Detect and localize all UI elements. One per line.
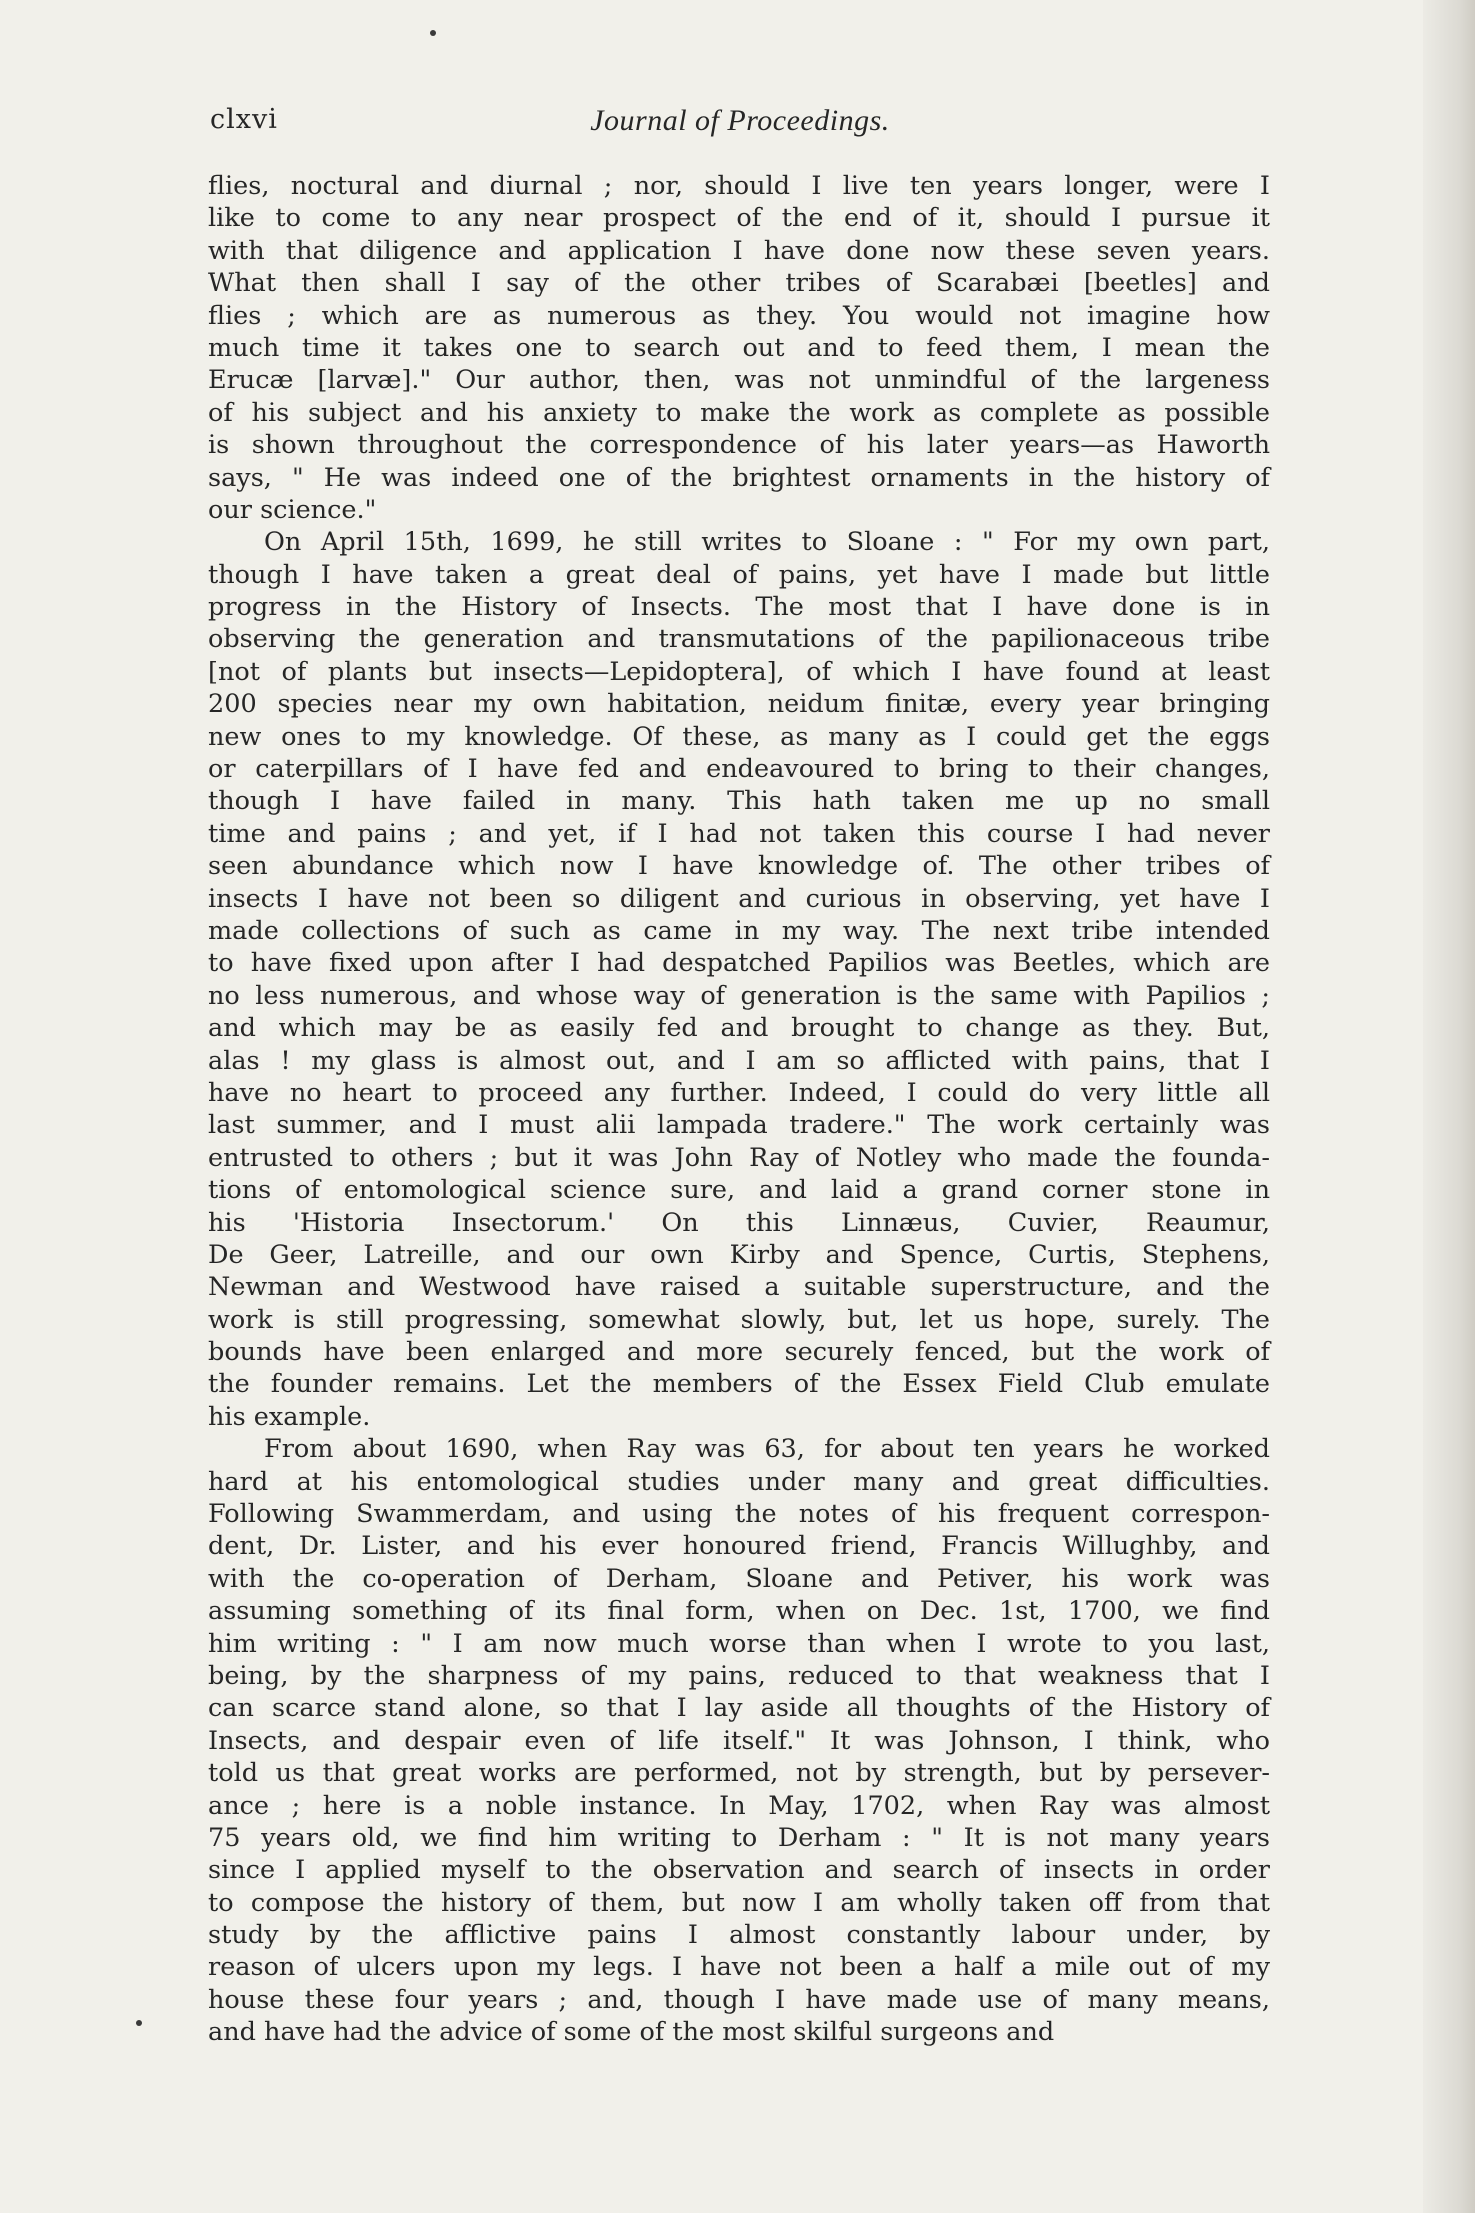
- text-line: bounds have been enlarged and more securely fenced, but the work of: [208, 1337, 1270, 1368]
- text-line: to compose the history of them, but now I am wholly taken off from that: [208, 1887, 1270, 1918]
- page-number: clxvi: [210, 104, 278, 135]
- text-line: his example.: [208, 1401, 371, 1432]
- text-line: Following Swammerdam, and using the notes of his frequent correspon-: [208, 1499, 1270, 1530]
- text-line: the founder remains. Let the members of the Essex Field Club emulate: [208, 1369, 1270, 1400]
- text-line: Newman and Westwood have raised a suitable superstructure, and the: [208, 1272, 1270, 1303]
- text-line: assuming something of its final form, when on Dec. 1st, 1700, we find: [208, 1596, 1270, 1627]
- text-line: though I have taken a great deal of pains, yet have I made but little: [208, 559, 1270, 590]
- speck-mark: [430, 30, 436, 36]
- text-line: have no heart to proceed any further. Indeed, I could do very little all: [208, 1077, 1270, 1108]
- text-line: and have had the advice of some of the most skilful surgeons and: [208, 2017, 1055, 2048]
- text-line: flies, noctural and diurnal ; nor, should I live ten years longer, were I: [208, 171, 1270, 201]
- text-line: flies ; which are as numerous as they. You would not imagine how: [208, 300, 1270, 331]
- text-line: De Geer, Latreille, and our own Kirby and Spence, Curtis, Stephens,: [208, 1239, 1270, 1270]
- text-line: since I applied myself to the observation and search of insects in order: [208, 1855, 1270, 1886]
- text-line: though I have failed in many. This hath taken me up no small: [208, 786, 1270, 817]
- text-line: his 'Historia Insectorum.' On this Linnæus, Cuvier, Reaumur,: [208, 1207, 1270, 1238]
- text-line: time and pains ; and yet, if I had not taken this course I had never: [208, 818, 1270, 849]
- text-line: tions of entomological science sure, and laid a grand corner stone in: [208, 1175, 1270, 1206]
- text-line: entrusted to others ; but it was John Ray of Notley who made the founda-: [208, 1142, 1270, 1173]
- text-line: alas ! my glass is almost out, and I am so afflicted with pains, that I: [208, 1045, 1270, 1076]
- page-edge-shadow: [1423, 0, 1475, 2213]
- text-line: with the co-operation of Derham, Sloane and Petiver, his work was: [208, 1563, 1270, 1594]
- text-line: 200 species near my own habitation, neidum finitæ, every year bringing: [208, 689, 1270, 720]
- text-line: is shown throughout the correspondence of his later years—as Haworth: [208, 430, 1270, 461]
- text-line: [not of plants but insects—Lepidoptera], of which I have found at least: [208, 656, 1270, 687]
- text-line: house these four years ; and, though I have made use of many means,: [208, 1984, 1270, 2015]
- text-line: him writing : " I am now much worse than when I wrote to you last,: [208, 1628, 1270, 1659]
- text-line: dent, Dr. Lister, and his ever honoured friend, Francis Willughby, and: [208, 1531, 1270, 1562]
- text-line: or caterpillars of I have fed and endeavoured to bring to their changes,: [208, 754, 1270, 785]
- text-line: with that diligence and application I have done now these seven years.: [208, 235, 1270, 266]
- text-line: made collections of such as came in my way. The next tribe intended: [208, 915, 1270, 946]
- text-line: new ones to my knowledge. Of these, as many as I could get the eggs: [208, 721, 1270, 752]
- text-line: can scarce stand alone, so that I lay aside all thoughts of the History of: [208, 1693, 1270, 1724]
- text-line: From about 1690, when Ray was 63, for about ten years he worked: [264, 1434, 1270, 1465]
- text-line: observing the generation and transmutations of the papilionaceous tribe: [208, 624, 1270, 655]
- text-line: reason of ulcers upon my legs. I have not been a half a mile out of my: [208, 1952, 1270, 1983]
- text-line: Insects, and despair even of life itself." It was Johnson, I think, who: [208, 1725, 1270, 1756]
- text-line: no less numerous, and whose way of generation is the same with Papilios ;: [208, 980, 1270, 1011]
- text-line: 75 years old, we find him writing to Derham : " It is not many years: [208, 1822, 1270, 1853]
- text-line: says, " He was indeed one of the brightest ornaments in the history of: [208, 462, 1270, 493]
- text-line: our science.": [208, 494, 377, 525]
- text-line: hard at his entomological studies under many and great difficulties.: [208, 1466, 1270, 1497]
- text-line: On April 15th, 1699, he still writes to Sloane : " For my own part,: [264, 527, 1270, 558]
- text-line: like to come to any near prospect of the end of it, should I pursue it: [208, 203, 1270, 234]
- text-line: last summer, and I must alii lampada tradere." The work certainly was: [208, 1110, 1270, 1141]
- text-line: insects I have not been so diligent and curious in observing, yet have I: [208, 883, 1270, 914]
- text-line: to have fixed upon after I had despatched Papilios was Beetles, which are: [208, 948, 1270, 979]
- text-line: of his subject and his anxiety to make the work as complete as possible: [208, 397, 1270, 428]
- body-text: [208, 170, 1270, 2049]
- running-title: Journal of Proceedings.: [590, 104, 890, 137]
- text-line: work is still progressing, somewhat slowly, but, let us hope, surely. The: [208, 1304, 1270, 1335]
- text-line: Erucæ [larvæ]." Our author, then, was not unmindful of the largeness: [208, 365, 1270, 396]
- text-line: told us that great works are performed, not by strength, but by persever-: [208, 1758, 1270, 1789]
- text-line: ance ; here is a noble instance. In May, 1702, when Ray was almost: [208, 1790, 1270, 1821]
- text-line: study by the afflictive pains I almost constantly labour under, by: [208, 1920, 1270, 1951]
- page-header: [210, 104, 1270, 148]
- text-line: progress in the History of Insects. The most that I have done is in: [208, 592, 1270, 623]
- text-line: much time it takes one to search out and to feed them, I mean the: [208, 332, 1270, 363]
- text-line: What then shall I say of the other tribes of Scarabæi [beetles] and: [208, 268, 1270, 299]
- speck-mark: [136, 2020, 142, 2026]
- text-line: and which may be as easily fed and brought to change as they. But,: [208, 1013, 1270, 1044]
- text-line: seen abundance which now I have knowledge of. The other tribes of: [208, 851, 1270, 882]
- text-line: being, by the sharpness of my pains, reduced to that weakness that I: [208, 1660, 1270, 1691]
